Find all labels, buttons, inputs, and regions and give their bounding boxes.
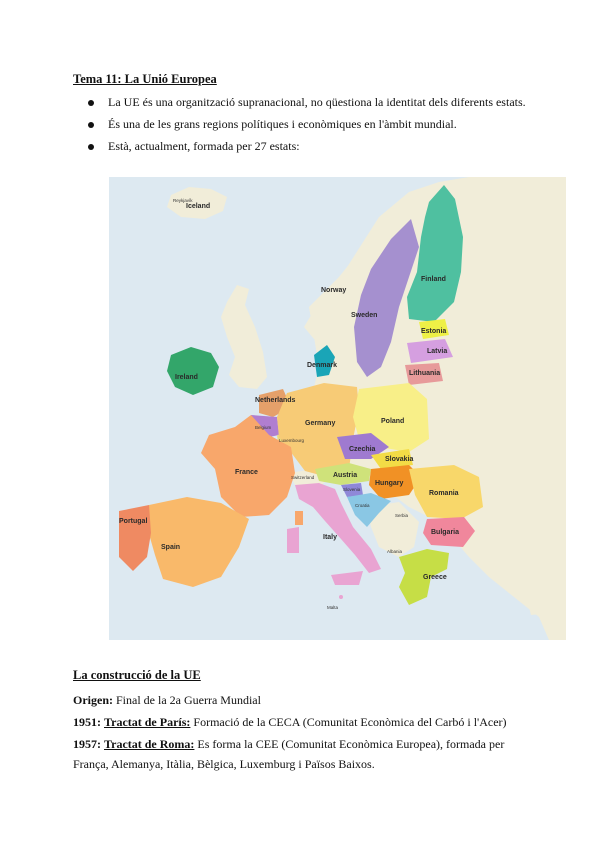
- label-italy: Italy: [323, 534, 338, 541]
- bullet-item: [88, 115, 528, 134]
- bullet-item: [88, 93, 528, 112]
- year-1951: 1951:: [73, 715, 101, 729]
- label-romania: Romania: [429, 490, 459, 497]
- bullet-dot-icon: [88, 100, 94, 106]
- paris-treaty: Tractat de París:: [104, 715, 191, 729]
- bullet-text: La UE és una organització supranacional, no qüestiona la identitat dels diferents estats.: [108, 95, 526, 109]
- rome-treaty: Tractat de Roma:: [104, 737, 195, 751]
- paris-text: Formació de la CECA (Comunitat Econòmica del Carbó i l'Acer): [190, 715, 507, 729]
- corsica: [295, 511, 303, 525]
- label-netherlands: Netherlands: [255, 397, 296, 404]
- bullet-text: Està, actualment, formada per 27 estats:: [108, 139, 300, 153]
- rome-text: Es forma la CEE (Comunitat Econòmica Europea), formada per: [194, 737, 505, 751]
- origin-line: [73, 691, 261, 709]
- rome-line-2: França, Alemanya, Itàlia, Bèlgica, Luxemburg i Països Baixos.: [73, 757, 375, 771]
- label-serbia: Serbia: [395, 513, 409, 518]
- label-sweden: Sweden: [351, 312, 378, 319]
- rome-line: [73, 735, 504, 753]
- paris-line: [73, 713, 507, 731]
- label-albania: Albania: [387, 549, 403, 554]
- origin-text: Final de la 2a Guerra Mundial: [113, 693, 261, 707]
- label-croatia: Croatia: [355, 503, 370, 508]
- section-title: La construcció de la UE: [73, 668, 201, 682]
- label-malta: Malta: [327, 605, 339, 610]
- label-latvia: Latvia: [427, 348, 448, 355]
- label-slovenia: Slovenia: [343, 487, 361, 492]
- label-norway: Norway: [321, 287, 347, 294]
- bullet-dot-icon: [88, 144, 94, 150]
- bullet-text: És una de les grans regions polítiques i econòmiques en l'àmbit mundial.: [108, 117, 457, 131]
- label-austria: Austria: [333, 472, 358, 479]
- label-denmark: Denmark: [307, 362, 337, 369]
- label-spain: Spain: [161, 544, 181, 551]
- label-reykjavik: Reykjavík: [173, 198, 193, 203]
- origin-label: Origen:: [73, 693, 113, 707]
- year-1957: 1957:: [73, 737, 101, 751]
- label-poland: Poland: [381, 418, 405, 425]
- label-estonia: Estonia: [421, 328, 447, 335]
- label-lithuania: Lithuania: [409, 370, 441, 377]
- label-switzerland: Switzerland: [291, 475, 315, 480]
- sardinia: [287, 527, 299, 553]
- label-portugal: Portugal: [119, 518, 148, 525]
- page-title: Tema 11: La Unió Europea: [73, 72, 217, 86]
- label-luxembourg: Luxembourg: [279, 438, 305, 443]
- label-slovakia: Slovakia: [385, 456, 414, 463]
- label-czechia: Czechia: [349, 446, 376, 453]
- bullet-dot-icon: [88, 122, 94, 128]
- malta: [339, 595, 343, 599]
- intro-bullet-list: [88, 93, 528, 159]
- bullet-item: [88, 137, 528, 156]
- label-finland: Finland: [421, 276, 446, 283]
- label-france: France: [235, 469, 258, 476]
- label-germany: Germany: [305, 420, 336, 427]
- label-iceland: Iceland: [186, 203, 211, 210]
- eu-map: [109, 177, 566, 640]
- label-bulgaria: Bulgaria: [431, 529, 460, 536]
- label-hungary: Hungary: [375, 480, 404, 487]
- label-belgium: Belgium: [255, 425, 272, 430]
- label-ireland: Ireland: [175, 374, 198, 381]
- label-greece: Greece: [423, 574, 447, 581]
